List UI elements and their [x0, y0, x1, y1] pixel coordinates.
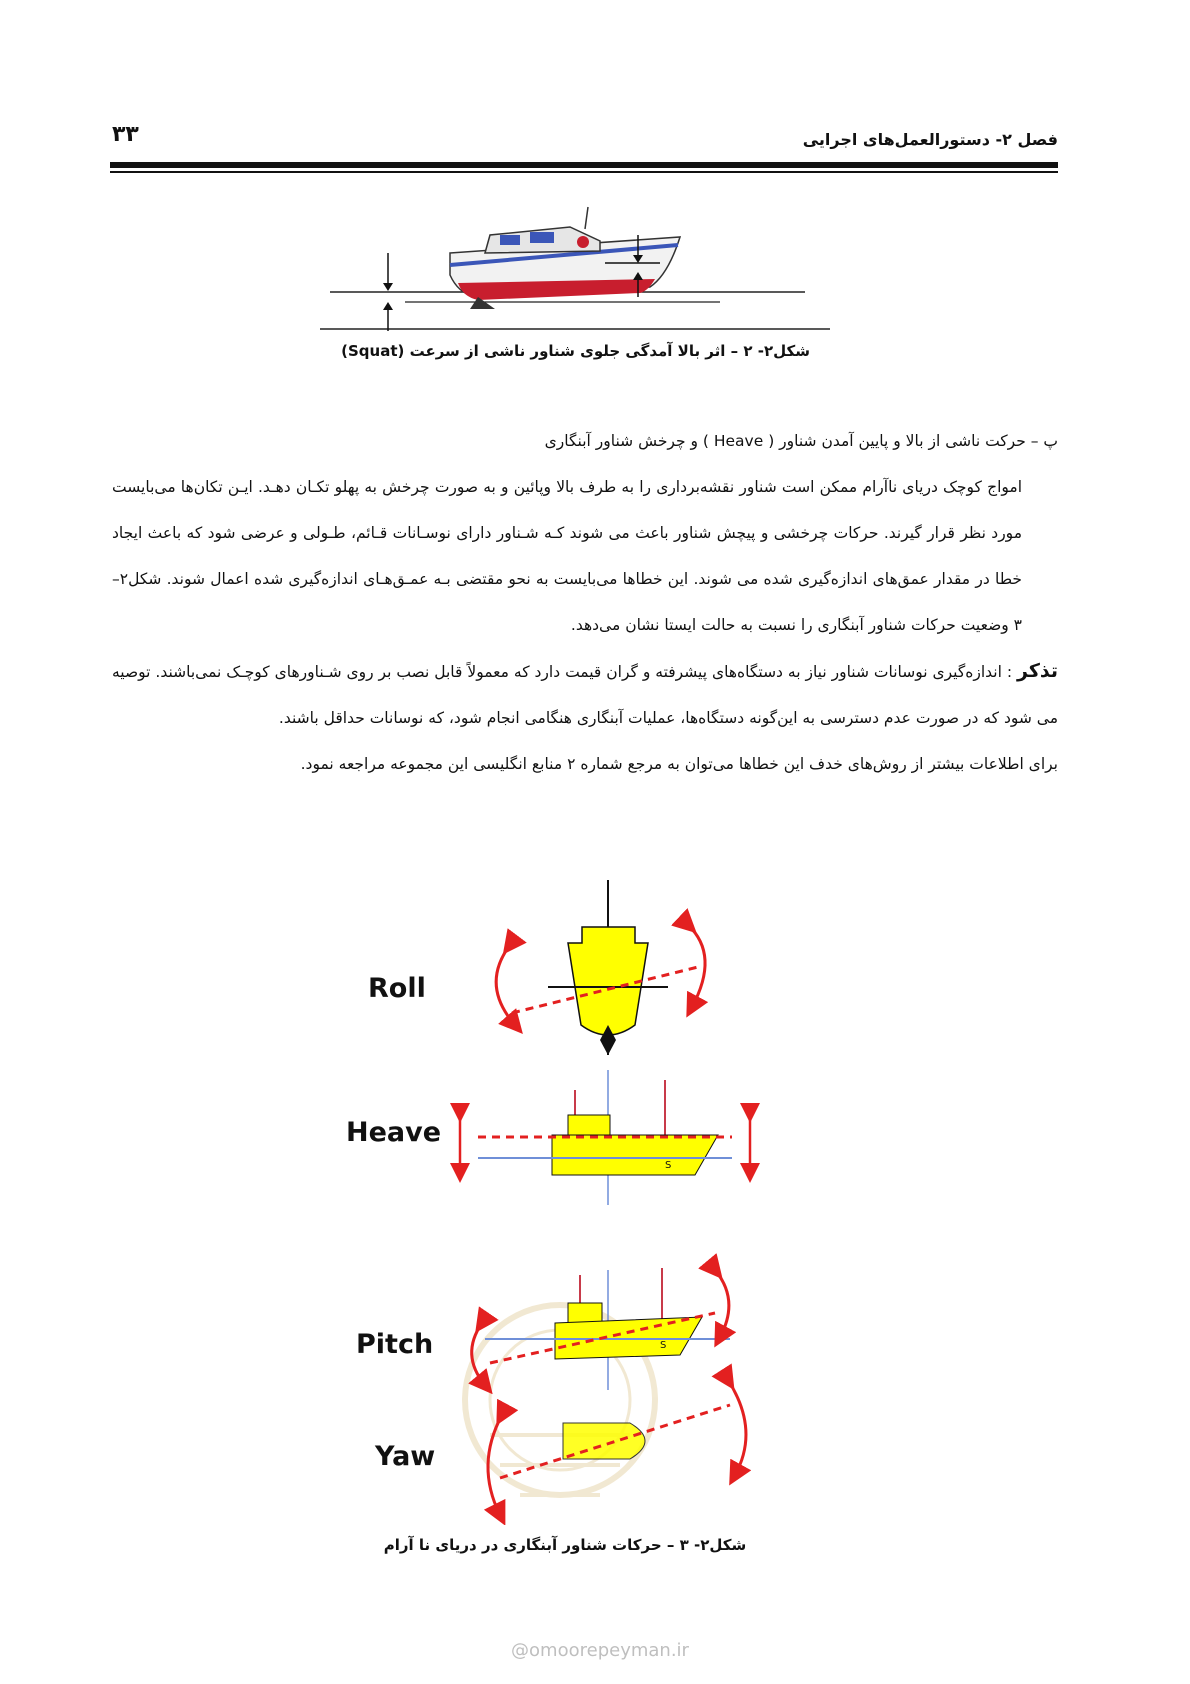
header-rule-thick — [110, 162, 1058, 168]
life-ring — [577, 236, 589, 248]
header-rule-thin — [110, 171, 1058, 173]
body-paragraph: امواج کوچک دریای ناآرام ممکن است شناور نقشه‌برداری را به طرف بالا وپائین و به صورت چرخش به پهلو تکـان دهـد. ایـن تکان‌ها می‌بایست مورد نظر قرار گیرند. حرکات چرخشی و پیچش شناور باعث می شوند کـه شـناور دارای نوسـانات قـائم، طـولی و عرضی شود که باعث ایجاد خطا در مقدار عمق‌های اندازه‌گیری شده می شوند. این خطاها می‌بایست به نحو مقتضی بـه عمـق‌هـای اندازه‌گیری شده اعمال شوند. شکل۲–۳ وضعیت حرکات شناور آبنگاری را نسبت به حالت ایستا نشان می‌دهد. — [112, 478, 1022, 634]
vessel-motions-figure — [330, 875, 780, 1525]
cabin-window — [500, 235, 520, 245]
chapter-title: فصل ۲- دستورالعمل‌های اجرایی — [802, 130, 1058, 149]
page-number: ۳۳ — [112, 122, 139, 147]
heave-superstructure — [568, 1115, 610, 1135]
reference-paragraph: برای اطلاعات بیشتر از روش‌های خدف این خطاها می‌توان به مرجع شماره ۲ منابع انگلیسی این مجموعه مراجعه نمود. — [300, 755, 1058, 773]
heave-hull — [552, 1135, 718, 1175]
note-text: : اندازه‌گیری نوسانات شناور نیاز به دستگاه‌های پیشرفته و گران قیمت دارد که معمولاً قابل نصب بر روی شـناورهای کوچـک نمی‌باشند. توصیه می شود که در صورت عدم دسترسی به این‌گونه دستگاه‌ها، عملیات آبنگاری هنگامی انجام شود، که نوسانات حداقل باشند. — [112, 663, 1058, 727]
watermark-website: @omoorepeyman.ir — [511, 1640, 689, 1661]
roll-rotation-arrow-right — [688, 925, 705, 1007]
note-paragraph — [112, 648, 1058, 741]
yaw-rotation-arrow-right — [728, 1380, 746, 1475]
yaw-label: Yaw — [375, 1441, 436, 1472]
figure-2-3-caption: شکل۲- ۳ – حرکات شناور آبنگاری در دریای نا آرام — [383, 1536, 747, 1554]
boat-mast — [585, 207, 588, 229]
cabin-window — [530, 232, 554, 243]
heave-label: Heave — [346, 1117, 442, 1148]
roll-label: Roll — [368, 973, 426, 1004]
pitch-superstructure — [568, 1303, 602, 1323]
note-label: تذکر — [1017, 660, 1058, 682]
svg-text:S: S — [660, 1340, 667, 1351]
pitch-label: Pitch — [356, 1329, 434, 1360]
yaw-hull-plan-view — [563, 1423, 645, 1459]
squat-figure — [300, 205, 840, 335]
figure-2-2-caption: شکل۲- ۲ – اثر بالا آمدگی جلوی شناور ناشی از سرعت (Squat) — [341, 342, 810, 360]
svg-text:S: S — [665, 1160, 672, 1171]
section-heading: پ – حرکت ناشی از بالا و پایین آمدن شناور ( Heave ) و چرخش شناور آبنگاری — [544, 432, 1058, 450]
pitch-rotation-arrow-right — [715, 1270, 729, 1337]
body-text — [112, 418, 1058, 787]
